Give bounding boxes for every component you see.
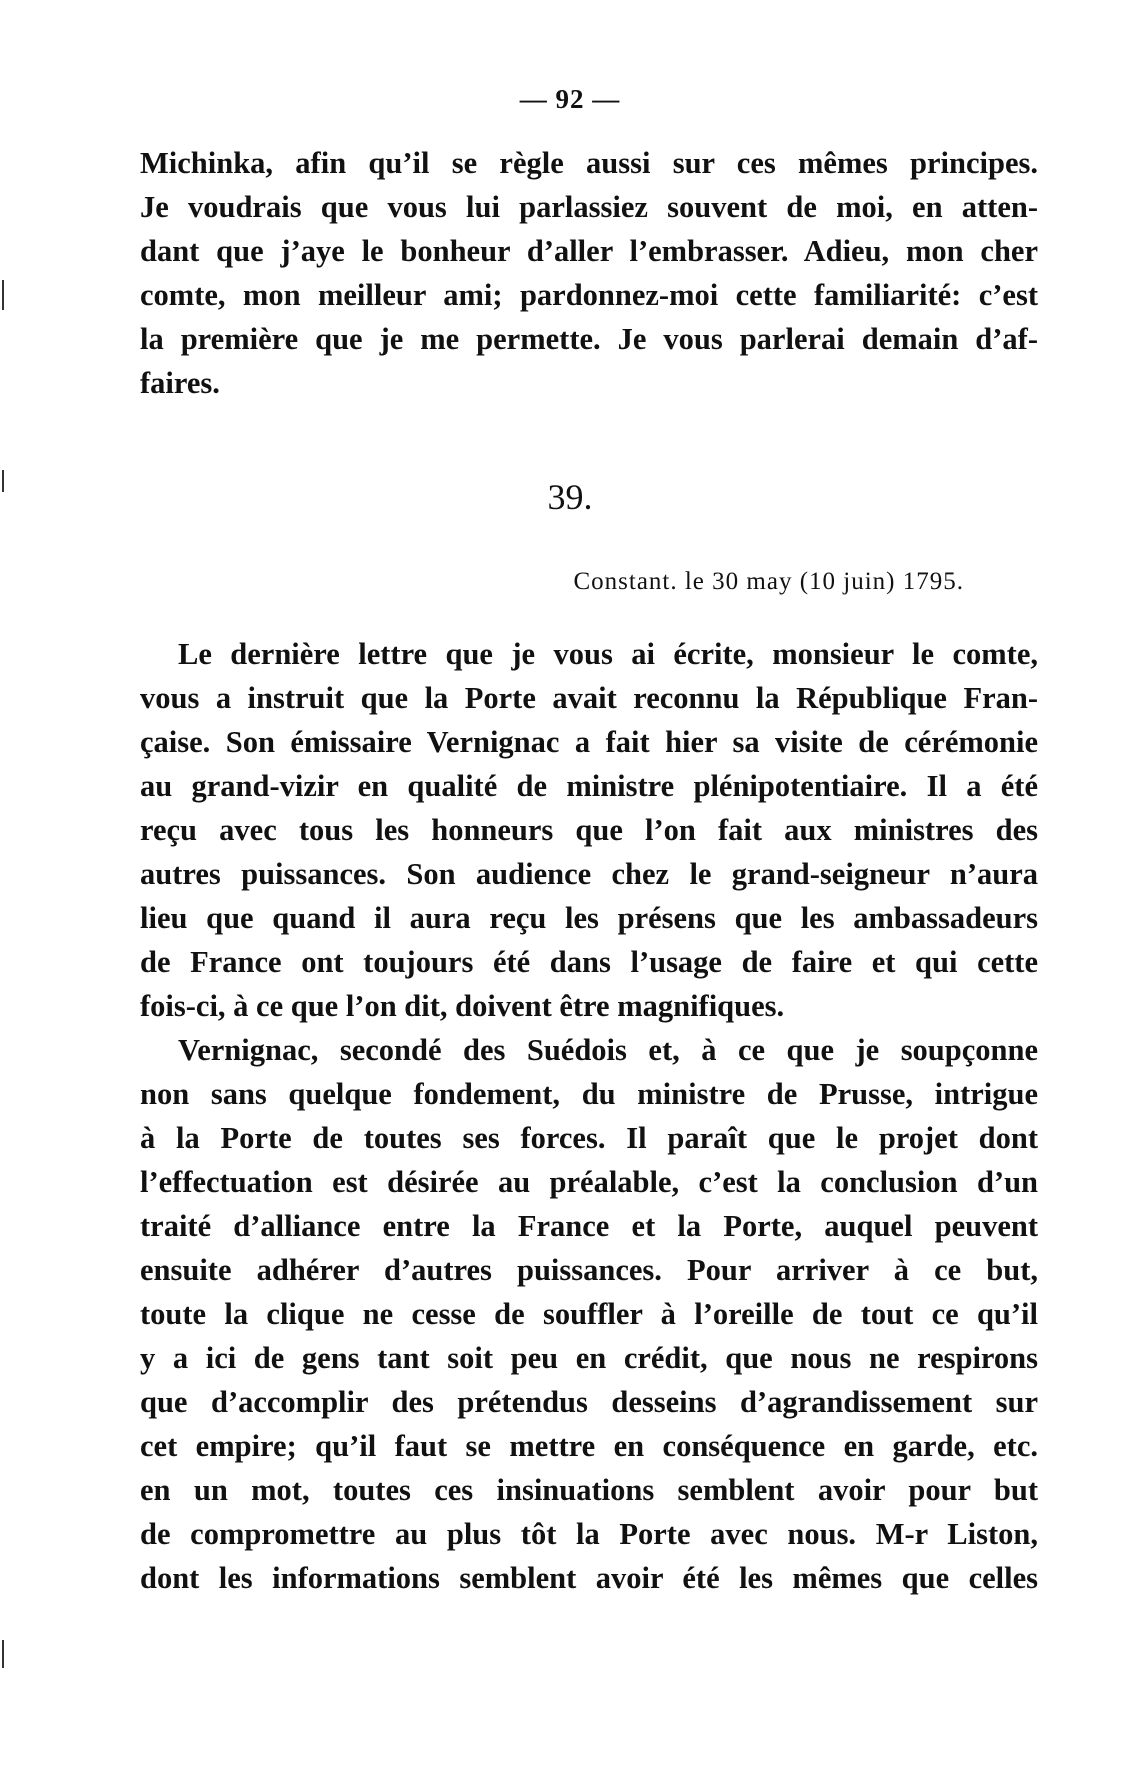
text-line: fois-ci, à ce que l’on dit, doivent être magnifiques. — [140, 989, 785, 1023]
text-line: Le dernière lettre que je vous ai écrite, monsieur le comte, — [178, 637, 1038, 671]
text-line: Michinka, afin qu’il se règle aussi sur ces mêmes principes. — [140, 146, 1038, 180]
continuation-text — [140, 141, 1038, 405]
text-line: faires. — [140, 366, 220, 400]
scan-margin-mark — [2, 470, 4, 492]
text-line: çaise. Son émissaire Vernignac a fait hier sa visite de cérémonie — [140, 725, 1038, 759]
text-line: dont les informations semblent avoir été les mêmes que celles — [140, 1561, 1038, 1595]
text-line: ensuite adhérer d’autres puissances. Pour arriver à ce but, — [140, 1253, 1038, 1287]
text-line: vous a instruit que la Porte avait reconnu la République Fran- — [140, 681, 1038, 715]
letter-number: 39. — [547, 477, 593, 517]
page-number: — 92 — — [519, 84, 621, 114]
text-line: à la Porte de toutes ses forces. Il paraît que le projet dont — [140, 1121, 1038, 1155]
text-line: toute la clique ne cesse de souffler à l’oreille de tout ce qu’il — [140, 1297, 1038, 1331]
text-line: comte, mon meilleur ami; pardonnez-moi cette familiarité: c’est — [140, 278, 1038, 312]
scan-margin-mark — [2, 1640, 4, 1668]
text-line: que d’accomplir des prétendus desseins d’agrandissement sur — [140, 1385, 1038, 1419]
text-line: de compromettre au plus tôt la Porte avec nous. M-r Liston, — [140, 1517, 1038, 1551]
text-line: de France ont toujours été dans l’usage de faire et qui cette — [140, 945, 1038, 979]
scan-margin-mark — [2, 280, 4, 310]
text-line: la première que je me permette. Je vous parlerai demain d’af- — [140, 322, 1038, 356]
text-line: traité d’alliance entre la France et la Porte, auquel peuvent — [140, 1209, 1038, 1243]
text-line: Vernignac, secondé des Suédois et, à ce que je soupçonne — [178, 1033, 1038, 1067]
text-line: en un mot, toutes ces insinuations semblent avoir pour but — [140, 1473, 1038, 1507]
text-line: y a ici de gens tant soit peu en crédit, que nous ne respirons — [140, 1341, 1038, 1375]
text-line: Je voudrais que vous lui parlassiez souvent de moi, en atten- — [140, 190, 1038, 224]
text-line: au grand-vizir en qualité de ministre plénipotentiaire. Il a été — [140, 769, 1038, 803]
text-line: cet empire; qu’il faut se mettre en conséquence en garde, etc. — [140, 1429, 1038, 1463]
text-line: autres puissances. Son audience chez le grand-seigneur n’aura — [140, 857, 1038, 891]
letter-dateline: Constant. le 30 may (10 juin) 1795. — [573, 568, 964, 595]
text-line: dant que j’aye le bonheur d’aller l’embrasser. Adieu, mon cher — [140, 234, 1038, 268]
letter-body — [140, 632, 1038, 1600]
text-line: l’effectuation est désirée au préalable, c’est la conclusion d’un — [140, 1165, 1038, 1199]
text-line: non sans quelque fondement, du ministre de Prusse, intrigue — [140, 1077, 1038, 1111]
text-line: lieu que quand il aura reçu les présens que les ambassadeurs — [140, 901, 1038, 935]
text-line: reçu avec tous les honneurs que l’on fait aux ministres des — [140, 813, 1038, 847]
